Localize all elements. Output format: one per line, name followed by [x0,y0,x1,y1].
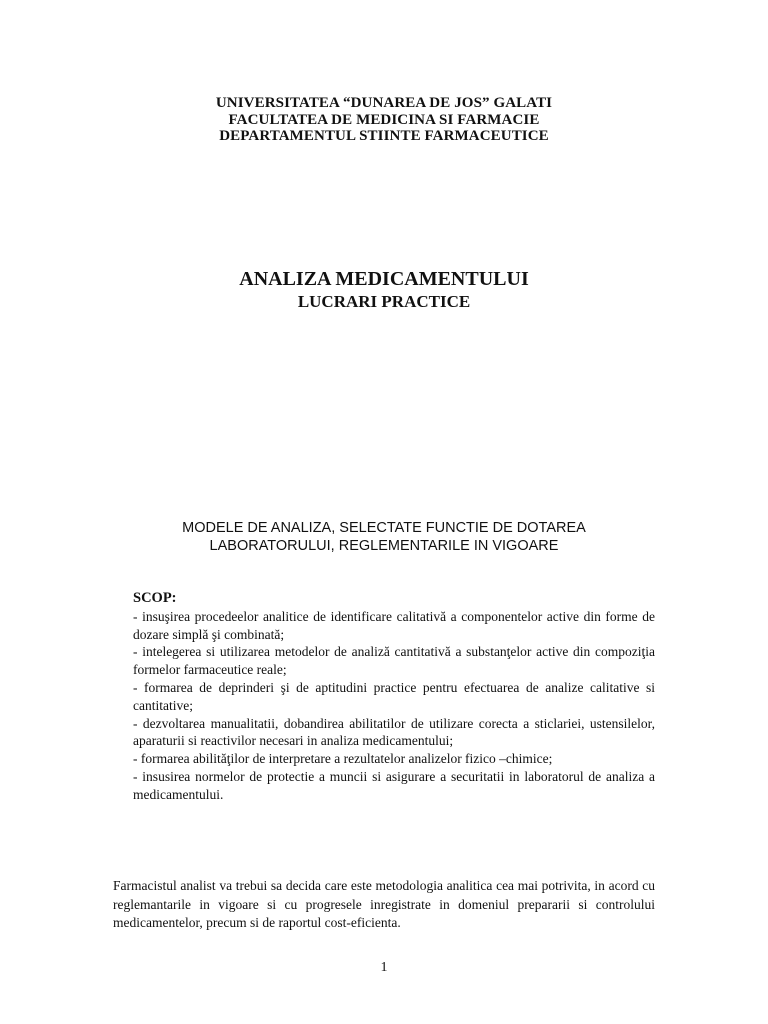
scop-label: SCOP: [133,590,177,606]
university-name: UNIVERSITATEA “DUNAREA DE JOS” GALATI [215,95,553,111]
analyst-paragraph: Farmacistul analist va trebui sa decida care este metodologia analitica cea mai potrivita, in acord cu reglemantarile in vigoare si cu progresele inregistrate in domeniul prepararii si controlului medicamentelor, precum si de raportul cost-eficienta. [113,878,655,930]
faculty-name: FACULTATEA DE MEDICINA SI FARMACIE [228,111,540,128]
scop-section [133,590,655,804]
models-line-1: MODELE DE ANALIZA, SELECTATE FUNCTIE DE DOTAREA [182,520,586,536]
institution-header [0,95,768,145]
document-subtitle: LUCRARI PRACTICE [297,292,471,311]
department-name: DEPARTAMENTUL STIINTE FARMACEUTICE [219,128,549,144]
page-number: 1 [380,960,388,975]
scop-item: - formarea abilităţilor de interpretare a rezultatelor analizelor fizico –chimice; [133,751,553,767]
scop-item: - insuşirea procedeelor analitice de identificare calitativă a componentelor active din forme de dozare simplă şi combinată; [133,608,655,642]
scop-item: - insusirea normelor de protectie a muncii si asigurare a securitatii in laboratorul de analiza a medicamentului. [133,768,655,802]
models-line-2: LABORATORULUI, REGLEMENTARILE IN VIGOARE [209,538,559,554]
scop-item: - intelegerea si utilizarea metodelor de analiză cantitativă a substanţelor active din compoziţia formelor farmaceutice reale; [133,644,655,678]
scop-item: - dezvoltarea manualitatii, dobandirea abilitatilor de utilizare corecta a sticlariei, ustensilelor, aparaturii si reactivilor necesari in analiza medicamentului; [133,715,655,749]
document-title: ANALIZA MEDICAMENTULUI [239,268,529,290]
models-heading [0,519,768,555]
scop-item: - formarea de deprinderi şi de aptitudini practice pentru efectuarea de analize calitative si cantitative; [133,679,655,713]
